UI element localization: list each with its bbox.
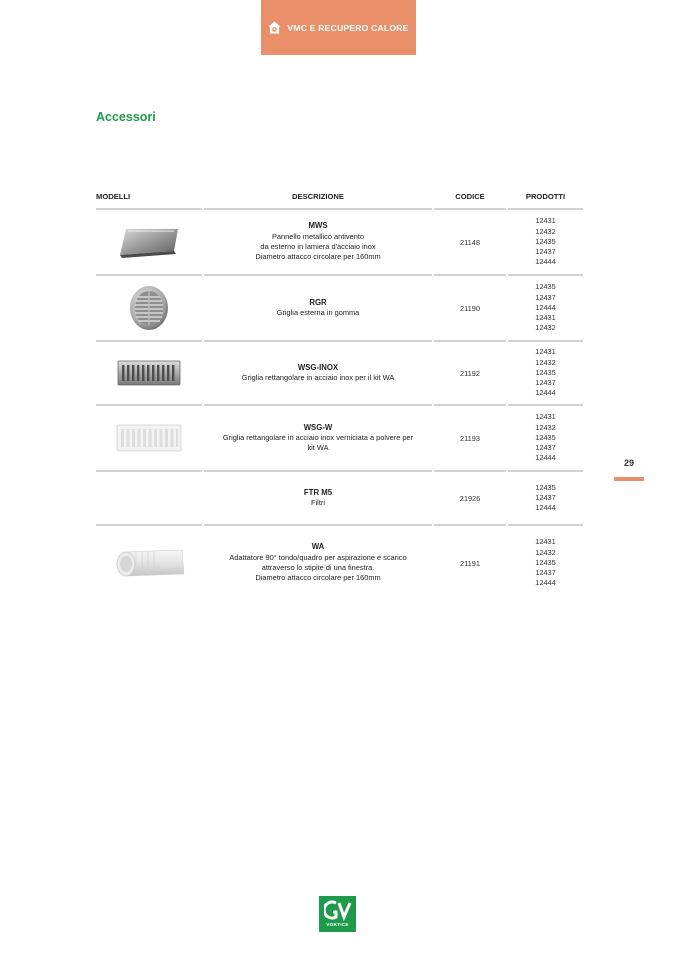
product-code: 12444 (535, 578, 556, 588)
model-image-cell (96, 210, 202, 274)
model-image-cell (96, 526, 202, 600)
model-name: WA (311, 542, 325, 552)
code-cell: 21926 (459, 493, 481, 503)
header-modelli: MODELLI (96, 192, 131, 201)
product-code: 12431 (535, 412, 556, 422)
page-marker-bar (614, 477, 644, 481)
table-row (96, 406, 583, 470)
model-name: FTR M5 (303, 487, 333, 497)
header-descrizione: DESCRIZIONE (292, 192, 344, 201)
product-code: 12431 (535, 347, 556, 357)
description-line: Adattatore 90° tondo/quadro per aspirazione e scarico (229, 552, 407, 562)
product-code: 12435 (535, 482, 556, 492)
product-code: 12435 (535, 432, 556, 442)
description-line: kit WA (307, 443, 329, 453)
model-name: WSG-INOX (297, 362, 339, 372)
product-code: 12432 (535, 226, 556, 236)
product-code: 12444 (535, 503, 556, 513)
products-cell (508, 342, 583, 404)
header-prodotti: PRODOTTI (525, 192, 566, 201)
product-code: 12437 (535, 378, 556, 388)
product-code: 12444 (535, 388, 556, 398)
product-code: 12437 (535, 292, 556, 302)
product-code: 12437 (535, 247, 556, 257)
code-cell: 21193 (459, 433, 480, 443)
description-cell (204, 472, 432, 524)
section-header-title: VMC E RECUPERO CALORE (287, 22, 409, 33)
product-code: 12432 (535, 357, 556, 367)
table-row (96, 276, 583, 340)
products-cell (508, 526, 583, 600)
model-image-cell (96, 472, 202, 524)
product-code: 12444 (535, 453, 556, 463)
code-cell: 21192 (459, 368, 480, 378)
model-name: MWS (308, 221, 328, 231)
product-code: 12431 (535, 216, 556, 226)
product-code: 12435 (535, 282, 556, 292)
product-code: 12435 (535, 557, 556, 567)
product-code: 12444 (535, 257, 556, 267)
products-cell (508, 210, 583, 274)
product-code: 12432 (535, 422, 556, 432)
model-image-cell (96, 406, 202, 470)
description-line: Diametro attacco circolare per 160mm (255, 252, 381, 262)
description-line: attraverso lo stipite di una finestra. (261, 563, 375, 572)
product-code: 12435 (535, 367, 556, 377)
mws-panel-image (116, 225, 182, 259)
description-line: Pannello metallico antivento (271, 231, 365, 241)
products-cell (508, 472, 583, 524)
model-image-cell (96, 276, 202, 340)
model-name: RGR (309, 297, 327, 307)
model-image-cell (96, 342, 202, 404)
product-code: 12435 (535, 236, 556, 246)
table-header (96, 192, 583, 208)
description-cell (204, 526, 432, 600)
code-cell: 21148 (459, 237, 480, 247)
page-title: Accessori (96, 110, 156, 124)
logo-text: VORTICE (326, 922, 349, 927)
products-cell (508, 276, 583, 340)
rgr-grille-image (127, 284, 171, 332)
description-cell (204, 342, 432, 404)
description-line: Filtri (311, 498, 325, 507)
description-cell (204, 276, 432, 340)
product-code: 12431 (535, 313, 556, 323)
vortice-logo-icon (324, 899, 352, 921)
header-codice: CODICE (455, 192, 485, 201)
code-cell: 21190 (459, 303, 480, 313)
vortice-logo (319, 896, 356, 932)
description-line: Diametro attacco circolare per 160mm (255, 573, 381, 583)
product-code: 12437 (535, 492, 556, 502)
table-row (96, 342, 583, 404)
table-row (96, 210, 583, 274)
wa-adapter-image (112, 546, 186, 580)
description-cell (204, 210, 432, 274)
page-number: 29 (623, 458, 634, 468)
description-cell (204, 406, 432, 470)
wsg-w-grille-image (116, 424, 182, 452)
table-row (96, 526, 583, 600)
description-line: Griglia rettangolare in acciaio inox per il kit WA (241, 373, 395, 382)
description-line: Griglia rettangolare in acciaio inox verniciata a polvere per (222, 432, 414, 442)
code-cell: 21191 (459, 558, 480, 568)
product-code: 12432 (535, 323, 556, 333)
wsg-inox-grille-image (117, 360, 181, 386)
product-code: 12432 (535, 547, 556, 557)
product-code: 12431 (535, 537, 556, 547)
description-line: da esterno in lamiera d'acciaio inox (260, 242, 376, 251)
description-line: Griglia esterna in gomma (276, 308, 360, 317)
products-cell (508, 406, 583, 470)
section-header-tab (261, 0, 416, 55)
product-code: 12437 (535, 568, 556, 578)
model-name: WSG-W (303, 422, 333, 432)
home-fan-icon (268, 21, 281, 34)
accessories-table (96, 192, 583, 600)
product-code: 12437 (535, 443, 556, 453)
table-row (96, 472, 583, 524)
product-code: 12444 (535, 302, 556, 312)
